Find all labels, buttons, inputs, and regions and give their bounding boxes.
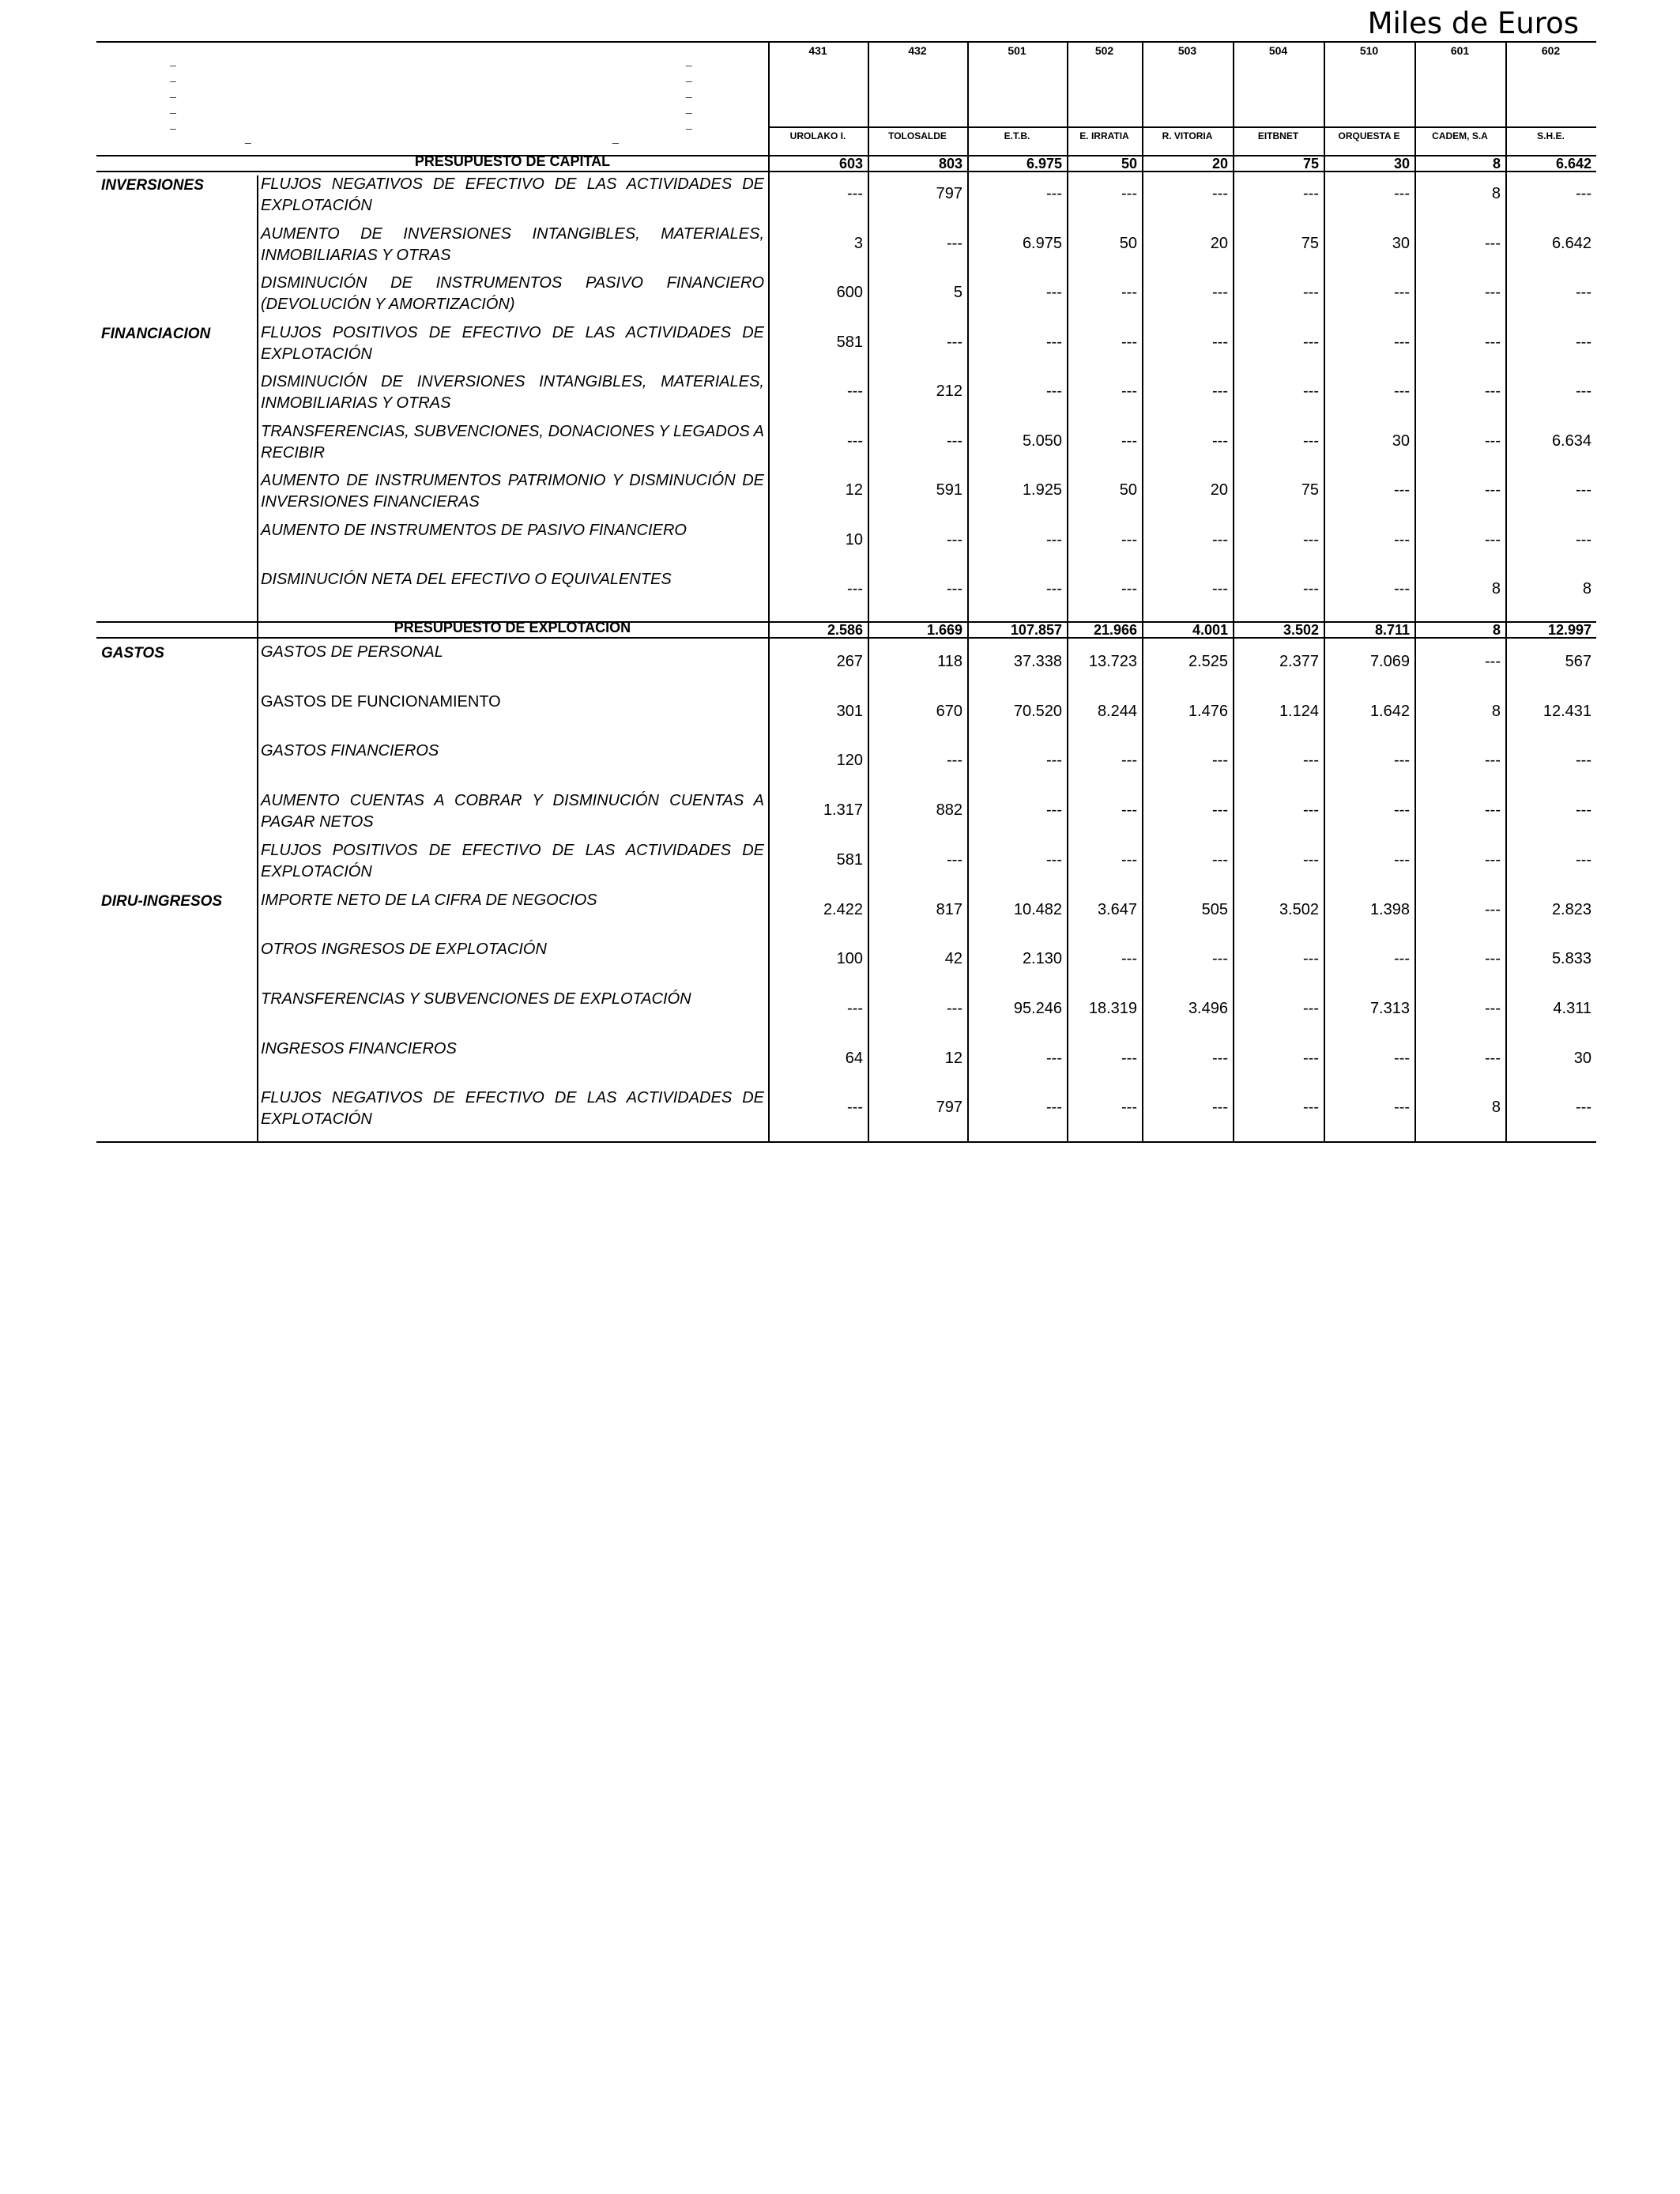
- row-value: ---: [1394, 1049, 1410, 1067]
- row-value: 581: [836, 333, 863, 351]
- row-value: ---: [1212, 950, 1228, 968]
- row-value: 3: [853, 234, 863, 252]
- row-description: DISMINUCIÓN NETA DEL EFECTIVO O EQUIVALENTES: [261, 571, 672, 588]
- row-value: ---: [1485, 432, 1501, 450]
- row-value: 75: [1301, 234, 1319, 252]
- row-value: ---: [1121, 580, 1137, 598]
- row-value: 13.723: [1088, 653, 1137, 670]
- column-code: 502: [1094, 44, 1114, 57]
- header-separator: [768, 126, 1596, 128]
- row-value: ---: [1394, 530, 1410, 548]
- section-title: PRESUPUESTO DE EXPLOTACION: [394, 620, 631, 635]
- row-value: 3.647: [1097, 900, 1137, 918]
- row-value: ---: [1303, 1049, 1319, 1067]
- row-value: ---: [1121, 1049, 1137, 1067]
- row-value: ---: [1212, 383, 1228, 400]
- row-value: ---: [1212, 185, 1228, 202]
- column-entity: ORQUESTA E: [1338, 130, 1400, 141]
- row-group-label: DIRU-INGRESOS: [101, 892, 223, 910]
- column-code: 510: [1359, 44, 1379, 57]
- row-value: ---: [1212, 580, 1228, 598]
- row-value: ---: [1303, 850, 1319, 869]
- units-label: Miles de Euros: [1367, 6, 1579, 40]
- row-value: ---: [1212, 530, 1228, 548]
- header-dash: _: [170, 101, 176, 114]
- row-value: 70.520: [1013, 702, 1062, 720]
- row-value: ---: [1576, 752, 1591, 770]
- row-value: 6.642: [1551, 234, 1591, 252]
- row-value: ---: [1303, 801, 1319, 820]
- section-total: 8: [1492, 622, 1501, 638]
- row-value: 37.338: [1013, 653, 1062, 670]
- row-value: ---: [1485, 284, 1501, 301]
- row-value: ---: [1212, 333, 1228, 351]
- row-value: 120: [836, 752, 863, 770]
- row-value: 5: [953, 284, 962, 301]
- row-value: 4.311: [1553, 999, 1591, 1017]
- row-description: GASTOS DE PERSONAL: [261, 643, 443, 661]
- row-value: ---: [1576, 801, 1591, 820]
- row-value: ---: [1394, 950, 1410, 968]
- row-value: ---: [1394, 850, 1410, 869]
- row-value: ---: [1212, 284, 1228, 301]
- row-value: 2.422: [823, 900, 863, 918]
- row-value: ---: [1212, 752, 1228, 770]
- row-value: ---: [1576, 850, 1591, 869]
- header-dash: _: [686, 101, 692, 114]
- row-value: ---: [1303, 950, 1319, 968]
- header-dash: _: [170, 117, 176, 130]
- row-value: 18.319: [1088, 999, 1137, 1017]
- row-value: 30: [1573, 1049, 1591, 1067]
- row-value: 267: [836, 653, 863, 670]
- section-total: 803: [938, 156, 962, 172]
- row-value: ---: [1485, 850, 1501, 869]
- row-value: 118: [937, 653, 962, 670]
- row-value: 212: [936, 383, 962, 400]
- row-value: ---: [1303, 185, 1319, 202]
- section-title: PRESUPUESTO DE CAPITAL: [414, 153, 611, 169]
- header-dash: _: [170, 85, 176, 98]
- section-total: 75: [1302, 156, 1319, 172]
- row-description: TRANSFERENCIAS Y SUBVENCIONES DE EXPLOTACIÓN: [261, 990, 691, 1008]
- row-value: ---: [947, 234, 962, 252]
- description-rule: [257, 175, 258, 1141]
- row-description: FLUJOS POSITIVOS DE EFECTIVO DE LAS ACTIVIDADES DE EXPLOTACIÓN: [261, 841, 764, 880]
- row-value: ---: [1485, 653, 1501, 670]
- row-value: ---: [1121, 383, 1137, 400]
- row-value: ---: [1046, 801, 1062, 820]
- row-value: 1.925: [1022, 481, 1062, 499]
- row-value: 2.525: [1188, 653, 1228, 670]
- row-value: ---: [947, 580, 962, 598]
- row-value: ---: [1576, 333, 1591, 351]
- row-value: ---: [847, 185, 863, 202]
- row-value: 581: [836, 850, 863, 869]
- row-value: 1.124: [1279, 702, 1319, 720]
- row-value: ---: [1046, 1049, 1062, 1067]
- row-value: ---: [1394, 185, 1410, 202]
- row-value: ---: [1394, 1099, 1410, 1117]
- row-value: 817: [936, 900, 962, 918]
- row-value: 6.634: [1551, 432, 1591, 450]
- row-value: 567: [1565, 653, 1591, 670]
- row-group-label: INVERSIONES: [101, 177, 204, 194]
- row-value: ---: [1212, 801, 1228, 820]
- row-value: ---: [1576, 530, 1591, 548]
- section-total: 50: [1121, 156, 1137, 172]
- row-description: AUMENTO DE INSTRUMENTOS PATRIMONIO Y DISMINUCIÓN DE INVERSIONES FINANCIERAS: [261, 472, 764, 511]
- row-value: ---: [947, 850, 962, 869]
- row-value: ---: [947, 333, 962, 351]
- row-description: IMPORTE NETO DE LA CIFRA DE NEGOCIOS: [261, 891, 597, 909]
- row-value: 7.069: [1369, 653, 1410, 670]
- row-value: ---: [1303, 580, 1319, 598]
- row-value: ---: [1303, 432, 1319, 450]
- row-value: ---: [1576, 284, 1591, 301]
- row-description: FLUJOS NEGATIVOS DE EFECTIVO DE LAS ACTIVIDADES DE EXPLOTACIÓN: [261, 175, 764, 214]
- row-group-label: GASTOS: [101, 645, 164, 662]
- row-value: 2.823: [1551, 900, 1591, 918]
- table-bottom-rule: [96, 1141, 1596, 1143]
- section-total: 12.997: [1547, 622, 1591, 638]
- row-value: ---: [1212, 1049, 1228, 1067]
- section-total: 20: [1211, 156, 1228, 172]
- row-value: ---: [1303, 1099, 1319, 1117]
- row-value: ---: [1303, 383, 1319, 400]
- row-description: OTROS INGRESOS DE EXPLOTACIÓN: [261, 941, 547, 959]
- row-value: ---: [1394, 333, 1410, 351]
- column-entity: E.T.B.: [1004, 130, 1030, 141]
- row-value: ---: [1576, 481, 1591, 499]
- header-dash: _: [612, 131, 619, 144]
- row-description: TRANSFERENCIAS, SUBVENCIONES, DONACIONES Y LEGADOS A RECIBIR: [261, 422, 764, 462]
- row-value: 50: [1119, 234, 1137, 252]
- row-description: FLUJOS NEGATIVOS DE EFECTIVO DE LAS ACTIVIDADES DE EXPLOTACIÓN: [261, 1089, 764, 1129]
- row-value: 50: [1119, 481, 1137, 499]
- row-value: ---: [1485, 234, 1501, 252]
- row-description: AUMENTO DE INVERSIONES INTANGIBLES, MATERIALES, INMOBILIARIAS Y OTRAS: [261, 224, 764, 264]
- row-value: ---: [1303, 333, 1319, 351]
- row-description: GASTOS FINANCIEROS: [261, 742, 439, 760]
- header-dash: _: [686, 70, 692, 82]
- row-value: 12.431: [1543, 702, 1591, 720]
- section-total: 2.586: [827, 622, 863, 638]
- row-value: ---: [947, 432, 962, 450]
- header-dash: _: [686, 85, 692, 98]
- row-value: ---: [947, 999, 962, 1017]
- row-value: 10.482: [1013, 900, 1062, 918]
- row-value: ---: [1485, 481, 1501, 499]
- row-value: 20: [1210, 481, 1228, 499]
- row-value: ---: [1046, 530, 1062, 548]
- row-value: 1.398: [1369, 900, 1410, 918]
- row-value: 301: [836, 702, 863, 720]
- header-dash: _: [170, 54, 176, 66]
- row-value: ---: [1046, 1099, 1062, 1117]
- section-total: 6.975: [1026, 156, 1062, 172]
- row-value: ---: [1046, 333, 1062, 351]
- row-description: DISMINUCIÓN DE INVERSIONES INTANGIBLES, MATERIALES, INMOBILIARIAS Y OTRAS: [261, 373, 764, 412]
- row-value: 2.130: [1022, 950, 1062, 968]
- row-group-label: FINANCIACION: [101, 325, 211, 342]
- row-value: ---: [1121, 801, 1137, 820]
- row-value: 64: [845, 1049, 863, 1067]
- section-total: 107.857: [1010, 622, 1062, 638]
- row-value: ---: [1212, 1099, 1228, 1117]
- row-value: 8.244: [1097, 702, 1137, 720]
- row-value: ---: [1046, 850, 1062, 869]
- row-description: FLUJOS POSITIVOS DE EFECTIVO DE LAS ACTIVIDADES DE EXPLOTACIÓN: [261, 323, 764, 363]
- section-total: 603: [838, 156, 863, 172]
- row-value: ---: [1212, 432, 1228, 450]
- section-total: 8.711: [1374, 622, 1410, 638]
- row-description: DISMINUCIÓN DE INSTRUMENTOS PASIVO FINANCIERO (DEVOLUCIÓN Y AMORTIZACIÓN): [261, 274, 764, 313]
- row-value: ---: [1121, 333, 1137, 351]
- row-value: ---: [1485, 333, 1501, 351]
- row-value: 12: [944, 1049, 962, 1067]
- row-value: 75: [1301, 481, 1319, 499]
- row-value: 1.642: [1369, 702, 1410, 720]
- row-value: 42: [944, 950, 962, 968]
- row-value: ---: [1576, 383, 1591, 400]
- column-entity: CADEM, S.A: [1432, 130, 1488, 141]
- row-value: 30: [1392, 432, 1410, 450]
- section-total: 21.966: [1093, 622, 1137, 638]
- row-value: ---: [847, 580, 863, 598]
- section-total: 4.001: [1192, 622, 1228, 638]
- row-value: 505: [1201, 900, 1228, 918]
- column-entity: S.H.E.: [1537, 130, 1565, 141]
- row-value: 10: [845, 530, 863, 548]
- row-value: 2.377: [1279, 653, 1319, 670]
- row-value: ---: [1485, 752, 1501, 770]
- row-value: ---: [1121, 752, 1137, 770]
- row-value: ---: [1046, 383, 1062, 400]
- row-value: 5.050: [1022, 432, 1062, 450]
- row-value: ---: [1121, 284, 1137, 301]
- column-code: 501: [1008, 44, 1026, 57]
- column-code: 503: [1177, 44, 1197, 57]
- column-entity: TOLOSALDE: [888, 130, 947, 141]
- row-value: ---: [1121, 530, 1137, 548]
- row-value: 882: [936, 801, 962, 820]
- row-value: 20: [1210, 234, 1228, 252]
- column-code: 432: [908, 44, 927, 57]
- row-description: AUMENTO CUENTAS A COBRAR Y DISMINUCIÓN CUENTAS A PAGAR NETOS: [261, 792, 764, 831]
- row-value: 8: [1491, 1099, 1501, 1117]
- header-dash: _: [245, 131, 251, 144]
- row-value: ---: [947, 530, 962, 548]
- row-value: ---: [1212, 850, 1228, 869]
- section-total: 8: [1492, 156, 1501, 172]
- row-value: 797: [936, 1099, 962, 1117]
- column-code: 431: [808, 44, 827, 57]
- row-description: INGRESOS FINANCIEROS: [261, 1039, 457, 1057]
- column-entity: UROLAKO I.: [789, 130, 846, 141]
- row-value: ---: [1121, 850, 1137, 869]
- row-description: GASTOS DE FUNCIONAMIENTO: [261, 692, 501, 711]
- row-value: 600: [836, 284, 863, 301]
- row-value: ---: [1485, 1049, 1501, 1067]
- section-total: 3.502: [1283, 622, 1319, 638]
- header-dash: _: [686, 54, 692, 66]
- column-entity: E. IRRATIA: [1079, 130, 1129, 141]
- row-value: ---: [1303, 752, 1319, 770]
- column-entity: EITBNET: [1257, 130, 1299, 141]
- row-value: 797: [936, 185, 962, 202]
- row-value: ---: [1046, 580, 1062, 598]
- row-value: 1.317: [823, 801, 863, 820]
- row-value: ---: [1303, 530, 1319, 548]
- section-total: 6.642: [1555, 156, 1591, 172]
- row-value: ---: [1046, 752, 1062, 770]
- section-total: 30: [1393, 156, 1410, 172]
- row-value: 12: [845, 481, 863, 499]
- row-value: ---: [1046, 185, 1062, 202]
- row-value: 100: [836, 950, 863, 968]
- row-value: ---: [1485, 801, 1501, 820]
- row-value: ---: [1394, 383, 1410, 400]
- section-total: 1.669: [926, 622, 962, 638]
- row-value: 30: [1392, 234, 1410, 252]
- row-value: ---: [1121, 950, 1137, 968]
- row-value: ---: [847, 432, 863, 450]
- row-value: 7.313: [1369, 999, 1410, 1017]
- row-value: ---: [1485, 999, 1501, 1017]
- row-value: ---: [847, 1099, 863, 1117]
- row-value: 95.246: [1013, 999, 1062, 1017]
- row-value: ---: [1046, 284, 1062, 301]
- row-value: ---: [1485, 950, 1501, 968]
- row-value: ---: [1394, 481, 1410, 499]
- row-value: ---: [847, 999, 863, 1017]
- row-value: 591: [936, 481, 962, 499]
- row-value: ---: [1485, 383, 1501, 400]
- row-value: ---: [1303, 999, 1319, 1017]
- header-dash: _: [170, 70, 176, 82]
- row-value: ---: [1121, 1099, 1137, 1117]
- header-dash: _: [686, 117, 692, 130]
- table-top-rule: [96, 41, 1596, 43]
- row-value: 8: [1491, 702, 1501, 720]
- row-value: ---: [1576, 1099, 1591, 1117]
- row-value: ---: [1394, 580, 1410, 598]
- column-entity: R. VITORIA: [1162, 130, 1213, 141]
- row-description: AUMENTO DE INSTRUMENTOS DE PASIVO FINANCIERO: [261, 521, 687, 539]
- row-value: 3.496: [1188, 999, 1228, 1017]
- row-value: ---: [1485, 900, 1501, 918]
- row-value: ---: [1394, 752, 1410, 770]
- row-value: ---: [1303, 284, 1319, 301]
- column-code: 602: [1541, 44, 1561, 57]
- row-value: 5.833: [1551, 950, 1591, 968]
- row-value: 1.476: [1188, 702, 1228, 720]
- row-value: 8: [1491, 580, 1501, 598]
- row-value: ---: [1394, 801, 1410, 820]
- column-code: 601: [1450, 44, 1470, 57]
- row-value: 8: [1491, 185, 1501, 202]
- row-value: 670: [936, 702, 962, 720]
- row-value: ---: [847, 383, 863, 400]
- row-value: ---: [1121, 185, 1137, 202]
- row-value: ---: [1485, 530, 1501, 548]
- row-value: ---: [1576, 185, 1591, 202]
- row-value: ---: [1121, 432, 1137, 450]
- column-code: 504: [1268, 44, 1288, 57]
- row-value: ---: [1394, 284, 1410, 301]
- row-value: 8: [1582, 580, 1591, 598]
- row-value: 3.502: [1279, 900, 1319, 918]
- row-value: ---: [947, 752, 962, 770]
- row-value: 6.975: [1022, 234, 1062, 252]
